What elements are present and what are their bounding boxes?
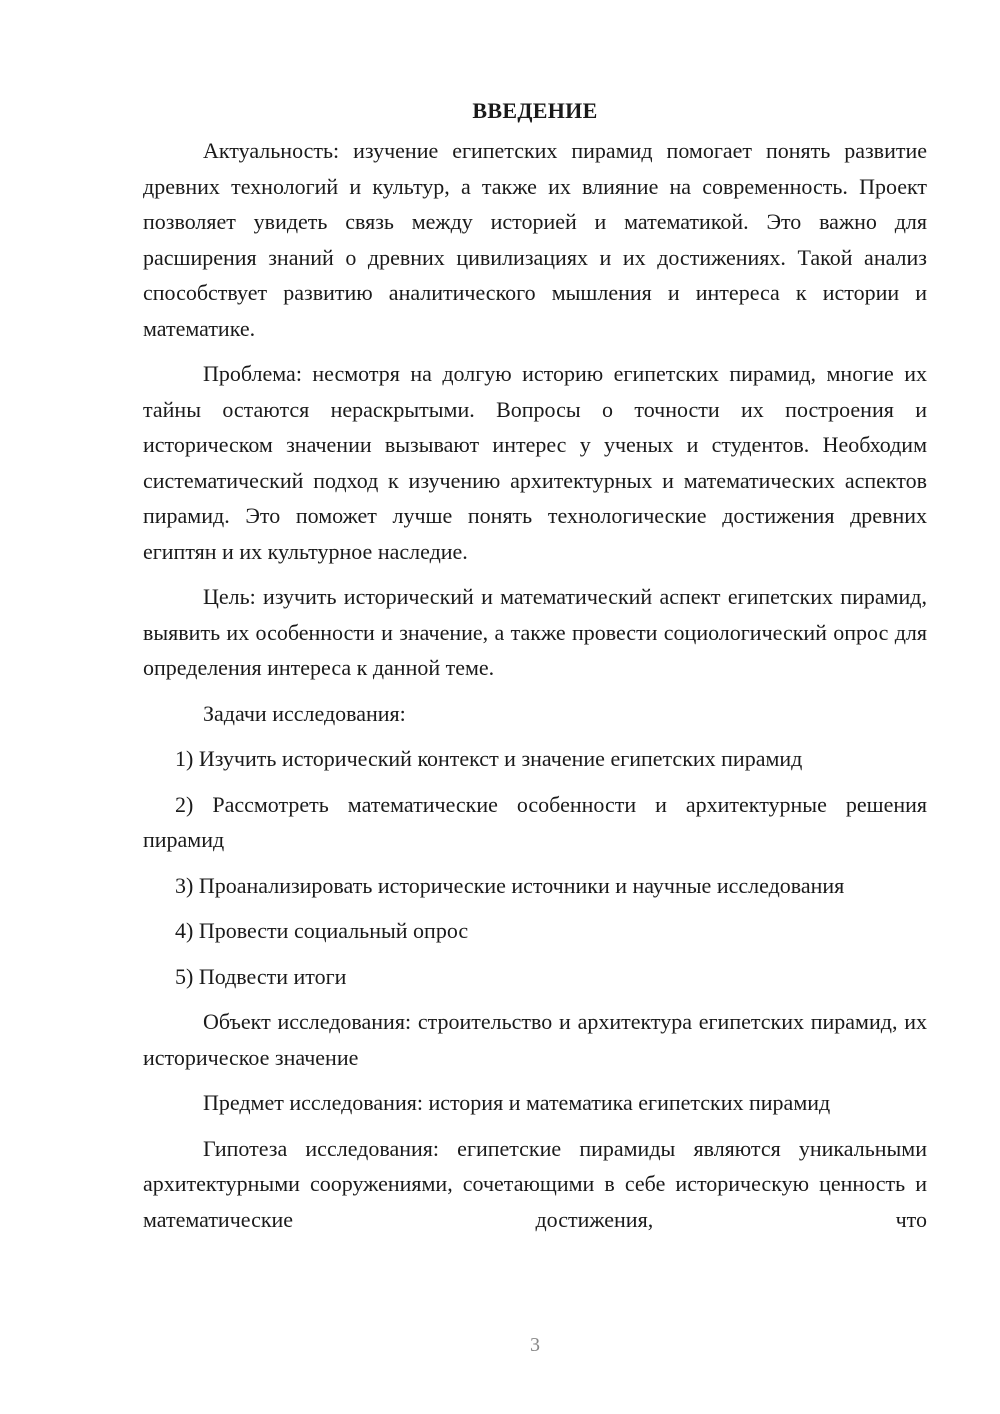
paragraph-subject: Предмет исследования: история и математика египетских пирамид: [203, 1090, 831, 1115]
task-item-1: 1) Изучить исторический контекст и значение египетских пирамид: [175, 746, 803, 771]
tasks-heading: Задачи исследования:: [203, 700, 406, 726]
paragraph-problem: Проблема: несмотря на долгую историю египетских пирамид, многие их тайны остаются нераскрытыми. Вопросы о точности их построения и историческом значении вызывают интерес у ученых и студентов. Необходим систематический подход к изучению архитектурных и математических аспектов пирамид. Это поможет лучше понять технологические достижения древних египтян и их культурное наследие.: [143, 361, 927, 564]
paragraph-goal: Цель: изучить исторический и математический аспект египетских пирамид, выявить их особенности и значение, а также провести социологический опрос для определения интереса к данной теме.: [143, 584, 927, 680]
document-page: [143, 95, 927, 1247]
paragraph-hypothesis: Гипотеза исследования: египетские пирамиды являются уникальными архитектурными сооружениями, сочетающими в себе историческую ценность и математические достижения, что: [143, 1135, 927, 1232]
task-item-5: 5) Подвести итоги: [175, 963, 347, 989]
task-item-4: 4) Провести социальный опрос: [175, 918, 469, 943]
page-title: ВВЕДЕНИЕ: [472, 98, 598, 123]
task-item-2: 2) Рассмотреть математические особенности и архитектурные решения пирамид: [143, 791, 927, 852]
paragraph-object: Объект исследования: строительство и архитектура египетских пирамид, их историческое значение: [143, 1009, 927, 1070]
paragraph-relevance: Актуальность: изучение египетских пирамид помогает понять развитие древних технологий и культур, а также их влияние на современность. Проект позволяет увидеть связь между историей и математикой. Это важно для расширения знаний о древних цивилизациях и их достижениях. Такой анализ способствует развитию аналитического мышления и интереса к истории и математике.: [143, 138, 927, 341]
task-item-3: 3) Проанализировать исторические источники и научные исследования: [175, 872, 845, 898]
page-number: 3: [530, 1334, 540, 1356]
